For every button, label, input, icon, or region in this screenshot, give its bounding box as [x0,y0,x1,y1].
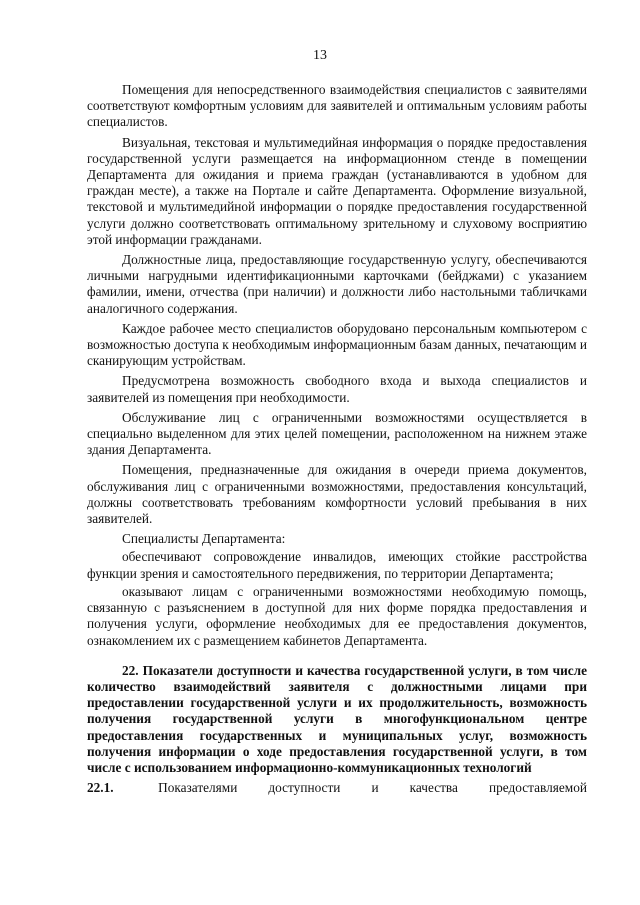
document-body [87,82,587,796]
paragraph: Каждое рабочее место специалистов оборудовано персональным компьютером с возможностью доступа к необходимым информационным базам данных, печатающим и сканирующим устройствам. [87,320,587,369]
paragraph: Помещения, предназначенные для ожидания в очереди приема документов, обслуживания лиц с ограниченными возможностями, предоставления консультаций, должны соответствовать требованиям комфортности условий пребывания в них заявителей. [87,462,587,527]
paragraph: обеспечивают сопровождение инвалидов, имеющих стойкие расстройства функции зрения и самостоятельного передвижения, по территории Департамента; [87,549,587,581]
subsection-22-1 [87,780,587,796]
paragraph: Визуальная, текстовая и мультимедийная информация о порядке предоставления государственной услуги размещается на информационном стенде в помещении Департамента для ожидания и приема граждан (устанавливаются в удобном для граждан месте), а также на Портале и сайте Департамента. Оформление визуальной, текстовой и мультимедийной информации о порядке предоставления государственной услуги должно соответствовать оптимальному зрительному и слуховому восприятию этой информации гражданами. [87,134,587,247]
paragraph: Помещения для непосредственного взаимодействия специалистов с заявителями соответствуют комфортным условиям для заявителей и оптимальным условиям работы специалистов. [87,82,587,130]
subsection-text: Показателями доступности и качества предоставляемой [158,780,587,796]
subsection-number: 22.1. [87,780,114,796]
paragraph: Должностные лица, предоставляющие государственную услугу, обеспечиваются личными нагрудными идентификационными карточками (бейджами) с указанием фамилии, имени, отчества (при наличии) и должности либо настольными табличками аналогичного содержания. [87,252,587,316]
paragraph: оказывают лицам с ограниченными возможностями необходимую помощь, связанную с разъяснением в доступной для них форме порядка предоставления и получения услуги, оформление необходимых для ее предоставления документов, ознакомлением их с размещением кабинетов Департамента. [87,583,587,648]
paragraph: Предусмотрена возможность свободного входа и выхода специалистов и заявителей из помещения при необходимости. [87,373,587,405]
section-heading: 22. Показатели доступности и качества государственной услуги, в том числе количество взаимодействий заявителя с должностными лицами при предоставлении государственной услуги и их продолжительность, возможность получения государственной услуги в многофункциональном центре предоставления государственных и муниципальных услуг, возможность получения информации о ходе предоставления государственной услуги, в том числе с использованием информационно-коммуникационных технологий [87,662,587,775]
paragraph: Обслуживание лиц с ограниченными возможностями осуществляется в специально выделенном для этих целей помещении, расположенном на нижнем этаже здания Департамента. [87,409,587,458]
page-number: 13 [313,48,327,63]
paragraph: Специалисты Департамента: [122,531,286,547]
